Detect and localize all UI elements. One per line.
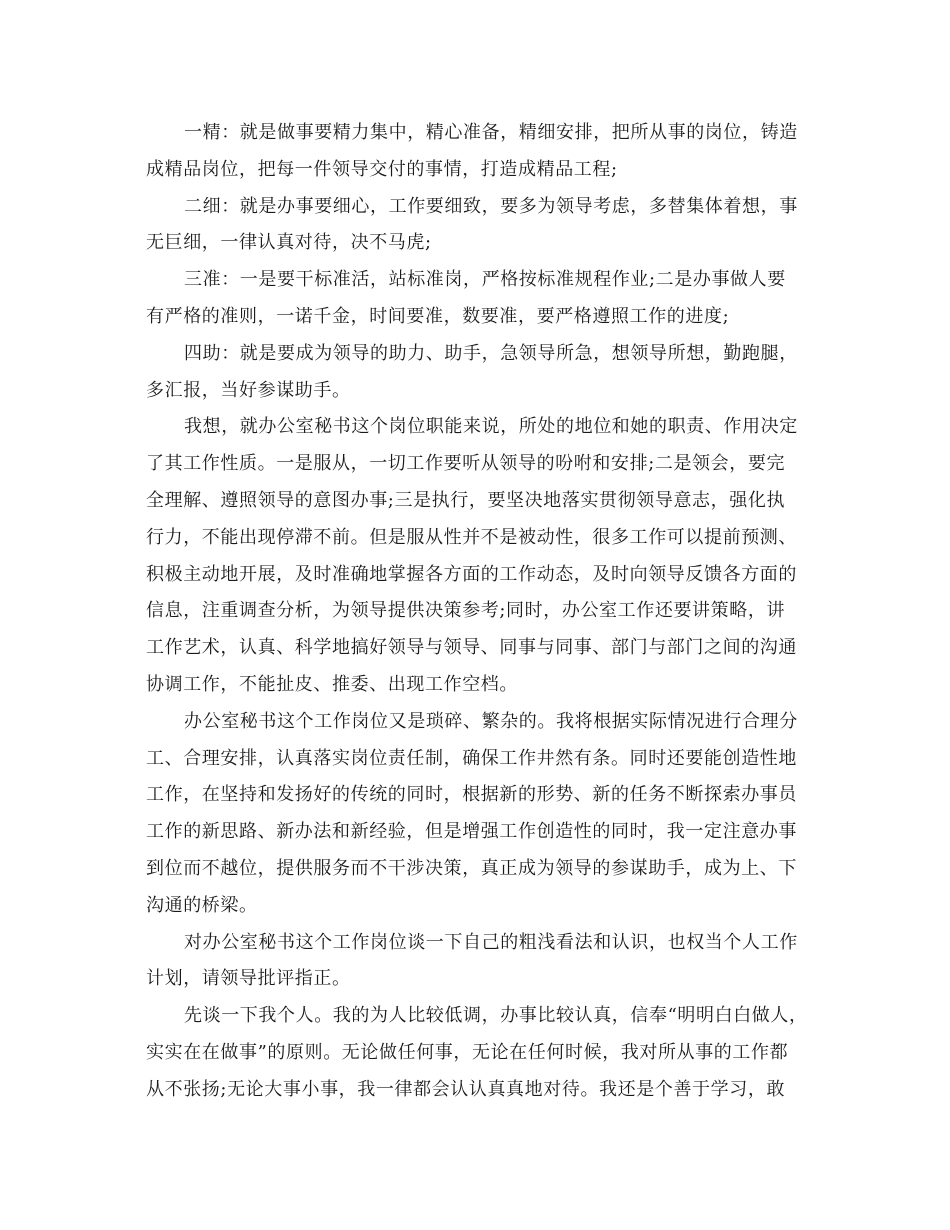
- text-line: 多汇报，当好参谋助手。: [146, 379, 351, 401]
- text-line: 工、合理安排，认真落实岗位责任制，确保工作井然有条。同时还要能创造性地: [146, 747, 797, 769]
- text-line: 办公室秘书这个工作岗位又是琐碎、繁杂的。我将根据实际情况进行合理分: [184, 710, 798, 732]
- text-line: 工作，在坚持和发扬好的传统的同时，根据新的形势、新的任务不断探索办事员: [146, 784, 797, 806]
- text-line: 先谈一下我个人。我的为人比较低调，办事比较认真，信奉“明明白白做人，: [184, 1005, 808, 1027]
- text-line: 我想，就办公室秘书这个岗位职能来说，所处的地位和她的职责、作用决定: [184, 416, 798, 438]
- text-line: 工作艺术，认真、科学地搞好领导与领导、同事与同事、部门与部门之间的沟通: [146, 637, 797, 659]
- text-line: 协调工作，不能扯皮、推委、出现工作空档。: [146, 673, 518, 695]
- text-line: 成精品岗位，把每一件领导交付的事情，打造成精品工程;: [146, 158, 618, 180]
- text-line: 从不张扬;无论大事小事，我一律都会认认真真地对待。我还是个善于学习，敢: [146, 1078, 786, 1100]
- text-line: 沟通的桥梁。: [146, 894, 258, 916]
- text-line: 一精：就是做事要精力集中，精心准备，精细安排，把所从事的岗位，铸造: [184, 122, 798, 143]
- document-body: [146, 115, 806, 1109]
- text-line: 有严格的准则，一诺千金，时间要准，数要准，要严格遵照工作的进度;: [146, 305, 730, 327]
- text-line: 对办公室秘书这个工作岗位谈一下自己的粗浅看法和认识，也权当个人工作: [184, 931, 798, 953]
- text-line: 无巨细，一律认真对待，决不马虎;: [146, 232, 432, 254]
- text-line: 了其工作性质。一是服从，一切工作要听从领导的吩咐和安排;二是领会，要完: [146, 453, 786, 475]
- text-line: 工作的新思路、新办法和新经验，但是增强工作创造性的同时，我一定注意办事: [146, 821, 797, 843]
- text-line: 到位而不越位，提供服务而不干涉决策，真正成为领导的参谋助手，成为上、下: [146, 857, 797, 879]
- text-line: 信息，注重调查分析，为领导提供决策参考;同时，办公室工作还要讲策略，讲: [146, 600, 786, 622]
- text-line: 积极主动地开展，及时准确地掌握各方面的工作动态，及时向领导反馈各方面的: [146, 563, 797, 585]
- text-line: 二细：就是办事要细心，工作要细致，要多为领导考虑，多替集体着想，事: [184, 195, 798, 217]
- text-line: 行力，不能出现停滞不前。但是服从性并不是被动性，很多工作可以提前预测、: [146, 526, 797, 548]
- text-line: 全理解、遵照领导的意图办事;三是执行，要坚决地落实贯彻领导意志，强化执: [146, 489, 786, 511]
- text-line: 计划，请领导批评指正。: [146, 968, 351, 990]
- text-line: 四助：就是要成为领导的助力、助手，急领导所急，想领导所想，勤跑腿，: [184, 342, 798, 364]
- text-line: 三准：一是要干标准活，站标准岗，严格按标准规程作业;二是办事做人要: [184, 269, 786, 291]
- text-line: 实实在在做事”的原则。无论做任何事，无论在任何时候，我对所从事的工作都: [146, 1041, 789, 1063]
